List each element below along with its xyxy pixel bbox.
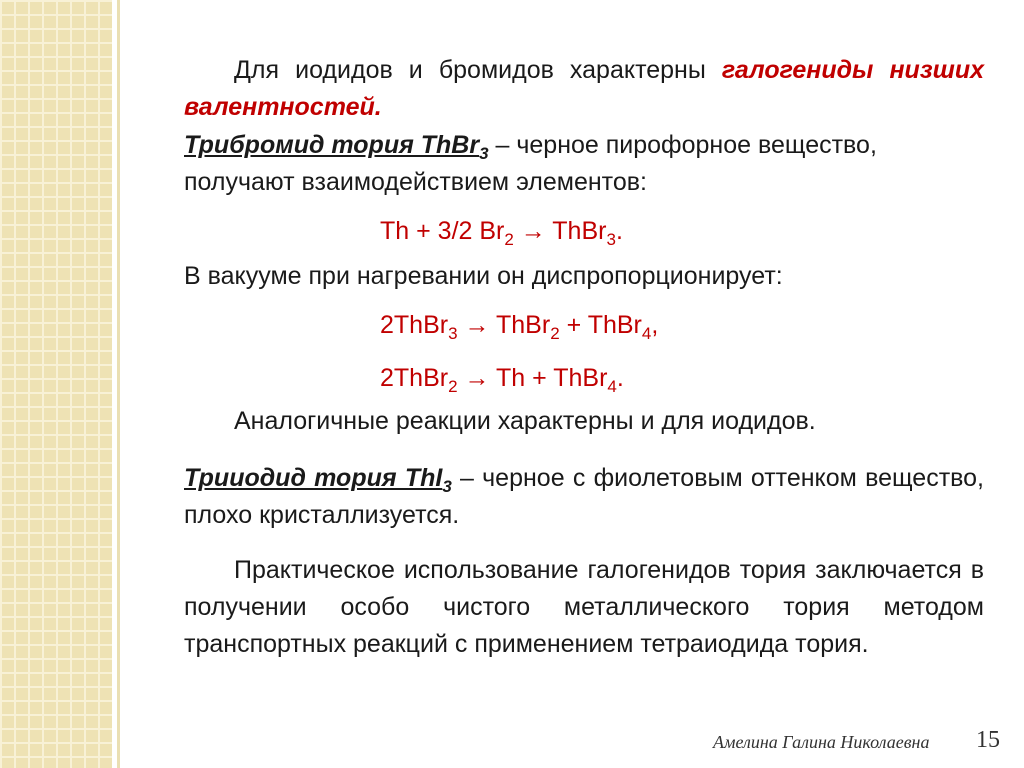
term-thorium-triiodide: Трииодид тория ThI$_3$	[184, 464, 452, 496]
page-number: 15	[976, 727, 1000, 753]
decorative-divider-line	[117, 0, 120, 768]
paragraph-halides-intro: Для иодидов и бромидов характерны галогениды низших валентностей.	[184, 56, 984, 121]
equation-disproportionation-1: 2ThBr$_3$ → ThBr$_2$ + ThBr$_4$,	[380, 311, 659, 343]
decorative-side-pattern	[0, 0, 112, 768]
equation-synthesis: Th + 3/2 $Br_2$ → ThBr$_3$.	[380, 217, 623, 249]
equation-disproportionation-2: 2ThBr$_2$ → Th + ThBr$_4$.	[380, 364, 624, 396]
paragraph-practical-use: Практическое использование галогенидов тория заключается в получении особо чистого металлического тория методом транспортных реакций с применением тетраиодида тория.	[184, 556, 984, 658]
term-thorium-tribromide: Трибромид тория ThBr$_3$	[184, 131, 489, 163]
paragraph-thorium-tribromide: Трибромид тория ThBr$_3$ – черное пирофорное вещество, получают взаимодействием элементов:	[184, 131, 877, 196]
paragraph-iodides-analogy: Аналогичные реакции характерны и для иодидов.	[234, 407, 816, 435]
paragraph-disproportionation: В вакууме при нагревании он диспропорционирует:	[184, 262, 783, 290]
paragraph-thorium-triiodide: Трииодид тория ThI$_3$ – черное с фиолетовым оттенком вещество, плохо кристаллизуется.	[184, 464, 984, 529]
footer-author: Амелина Галина Николаевна	[713, 732, 930, 752]
highlight-lower-valence-halides: галогениды низших валентностей.	[184, 56, 984, 121]
